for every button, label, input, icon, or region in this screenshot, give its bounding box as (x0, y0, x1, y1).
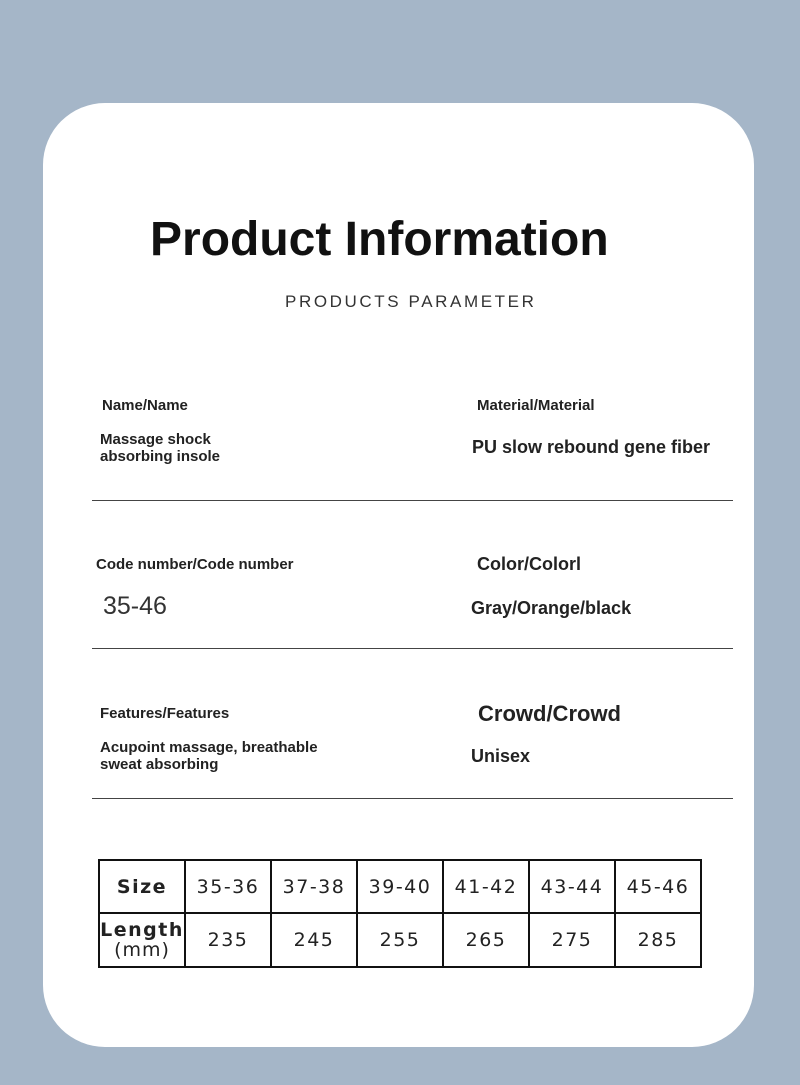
size-cell: 39-40 (357, 860, 443, 913)
features-value-line1: Acupoint massage, breathable (100, 739, 318, 756)
size-row (99, 860, 701, 913)
size-cell: 35-36 (185, 860, 271, 913)
length-cell: 265 (443, 913, 529, 967)
material-value: PU slow rebound gene fiber (472, 437, 711, 457)
length-row (99, 913, 701, 967)
divider-3 (92, 798, 733, 799)
name-value-line1: Massage shock (100, 431, 211, 448)
length-header-unit: (mm) (114, 939, 170, 961)
crowd-value: Unisex (471, 746, 531, 766)
length-header (99, 913, 185, 967)
features-value-line2: sweat absorbing (100, 756, 219, 773)
size-cell: 37-38 (271, 860, 357, 913)
color-label: Color/Colorl (477, 554, 581, 574)
size-cell: 41-42 (443, 860, 529, 913)
name-label: Name/Name (102, 397, 188, 414)
length-cell: 275 (529, 913, 615, 967)
page-title: Product Information (150, 213, 609, 266)
length-cell: 235 (185, 913, 271, 967)
divider-2 (92, 648, 733, 649)
size-table (98, 859, 702, 968)
length-cell: 285 (615, 913, 701, 967)
length-cell: 255 (357, 913, 443, 967)
material-label: Material/Material (477, 397, 595, 414)
code-label: Code number/Code number (96, 556, 294, 573)
color-value: Gray/Orange/black (471, 598, 632, 618)
size-cell: 43-44 (529, 860, 615, 913)
size-cell: 45-46 (615, 860, 701, 913)
length-header-label: Length (100, 919, 184, 941)
length-cell: 245 (271, 913, 357, 967)
name-value-line2: absorbing insole (100, 448, 221, 465)
divider-1 (92, 500, 733, 501)
code-value: 35-46 (103, 592, 167, 620)
crowd-label: Crowd/Crowd (478, 701, 621, 726)
page-subtitle: PRODUCTS PARAMETER (285, 292, 537, 311)
features-label: Features/Features (100, 705, 230, 722)
size-header: Size (99, 860, 185, 913)
